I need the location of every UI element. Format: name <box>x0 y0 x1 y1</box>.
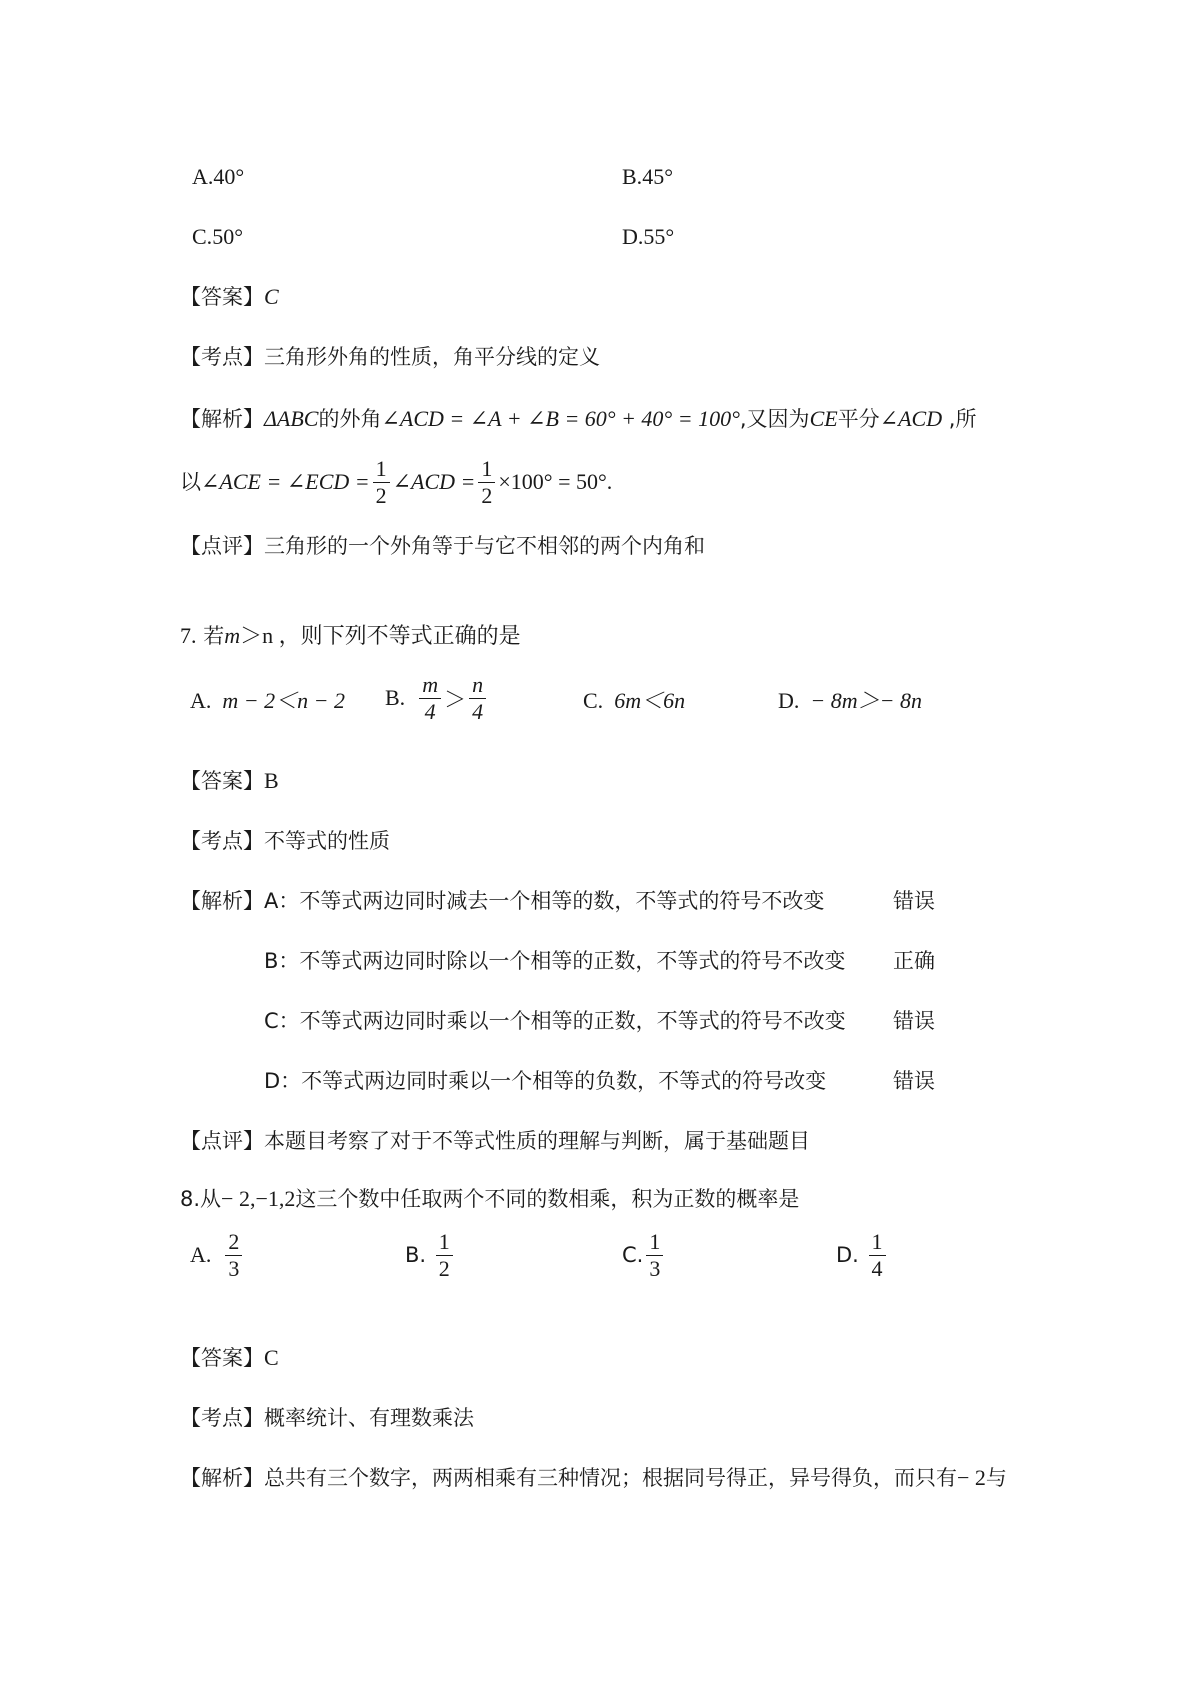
fraction: $\frac{n}{4}$ <box>469 672 486 725</box>
q7-jiexi-verdict: 错误 <box>893 1009 935 1033</box>
q7-dianping: 【点评】本题目考察了对于不等式性质的理解与判断，属于基础题目 <box>180 1129 810 1153</box>
fraction: $\frac{1}{2}$ <box>478 456 495 509</box>
q8-option-b: B. $\frac{1}{2}$ <box>405 1225 456 1285</box>
fraction: $\frac{1}{3}$ <box>646 1229 663 1282</box>
q6-option-a: A.40° <box>192 164 245 189</box>
q7-option-b: B. $\frac{m}{4}$ ＞ $\frac{n}{4}$ <box>385 668 489 728</box>
q7-kaodian: 【考点】不等式的性质 <box>180 829 390 853</box>
q6-jiexi-line2: 以 ∠ACE = ∠ECD = $\frac{1}{2}$ ∠ACD = $\frac{1}{2}$ ×100° = 50°. <box>180 455 613 508</box>
q8-option-c: C. $\frac{1}{3}$ <box>622 1225 666 1285</box>
q7-stem: 7. 若m＞n ，则下列不等式正确的是 <box>180 623 521 648</box>
q6-jiexi-line1: 【解析】ΔABC的外角∠ACD = ∠A + ∠B = 60° + 40° = 100°,又因为CE平分∠ACD ,所 <box>180 406 977 431</box>
fraction: $\frac{1}{2}$ <box>373 456 390 509</box>
q6-option-c: C.50° <box>192 224 243 249</box>
q6-answer: 【答案】C <box>180 284 279 309</box>
q8-option-a: A. $\frac{2}{3}$ <box>190 1225 245 1285</box>
q7-option-c: C. 6m＜6n <box>583 688 686 713</box>
q7-jiexi-row: B：不等式两边同时除以一个相等的正数，不等式的符号不改变 <box>264 949 846 973</box>
q7-jiexi-row: C：不等式两边同时乘以一个相等的正数，不等式的符号不改变 <box>264 1009 846 1033</box>
q7-jiexi-verdict: 错误 <box>893 889 935 913</box>
fraction: $\frac{2}{3}$ <box>225 1229 242 1282</box>
q8-option-d: D. $\frac{1}{4}$ <box>836 1225 889 1285</box>
q6-kaodian: 【考点】三角形外角的性质，角平分线的定义 <box>180 345 600 369</box>
q7-jiexi-row: D：不等式两边同时乘以一个相等的负数，不等式的符号改变 <box>264 1069 827 1093</box>
q7-option-a: A. m − 2＜n − 2 <box>190 688 345 713</box>
q8-jiexi: 【解析】总共有三个数字，两两相乘有三种情况；根据同号得正，异号得负，而只有− 2与 <box>180 1465 1007 1490</box>
fraction: $\frac{1}{2}$ <box>436 1229 453 1282</box>
q6-option-d: D.55° <box>622 224 675 249</box>
q6-dianping: 【点评】三角形的一个外角等于与它不相邻的两个内角和 <box>180 534 705 558</box>
q7-jiexi-tag: 【解析】 <box>180 889 264 913</box>
q7-option-d: D. − 8m＞− 8n <box>778 688 922 713</box>
q7-jiexi-verdict: 正确 <box>893 949 935 973</box>
fraction: $\frac{1}{4}$ <box>869 1229 886 1282</box>
q8-kaodian: 【考点】概率统计、有理数乘法 <box>180 1406 474 1430</box>
fraction: $\frac{m}{4}$ <box>419 672 441 725</box>
q8-answer: 【答案】C <box>180 1345 279 1370</box>
q7-jiexi-row: A：不等式两边同时减去一个相等的数，不等式的符号不改变 <box>264 889 825 913</box>
q8-stem: 8.从− 2,−1,2这三个数中任取两个不同的数相乘，积为正数的概率是 <box>180 1186 800 1211</box>
q6-option-b: B.45° <box>622 164 673 189</box>
q7-jiexi-verdict: 错误 <box>893 1069 935 1093</box>
q7-answer: 【答案】B <box>180 768 279 793</box>
